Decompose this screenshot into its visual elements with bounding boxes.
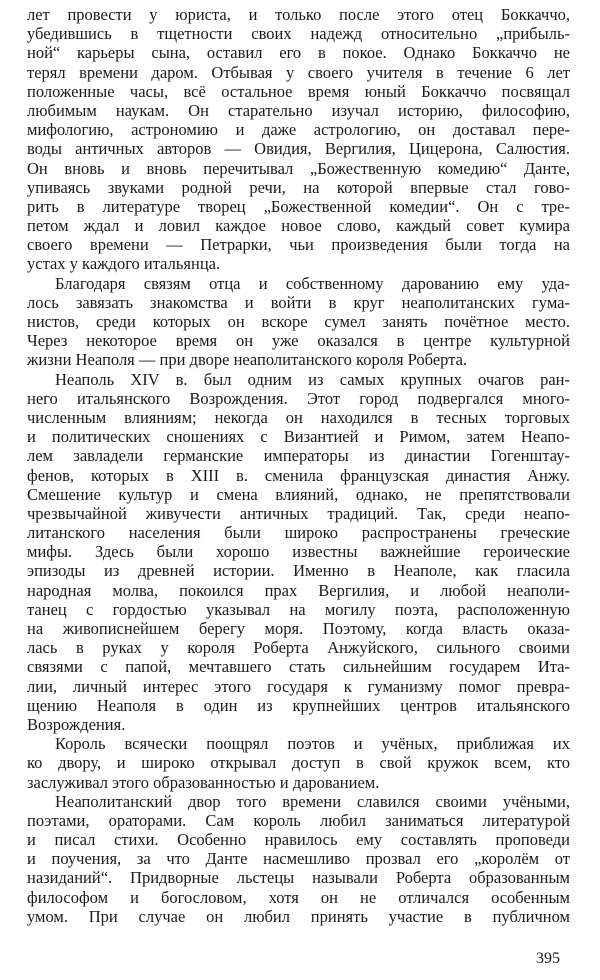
text-line: лось завязать знакомства и войти в круг неаполитанских гума-	[27, 292, 570, 312]
text-line: и писал стихи. Особенно нравилось ему составлять проповеди	[27, 830, 570, 850]
text-line: Король всячески поощрял поэтов и учёных, приближая их	[55, 734, 570, 754]
text-line: чрезвычайной живучести античных традиций. Так, среди неапо-	[27, 503, 570, 523]
text-line: Неаполь XIV в. был одним из самых крупных очагов ран-	[55, 369, 570, 389]
text-line: фенов, которых в XIII в. сменила французская династия Анжу.	[27, 465, 570, 485]
text-line: нистов, среди которых он вскоре сумел занять почётное место.	[27, 312, 570, 331]
text-line: воды античных авторов — Овидия, Вергилия, Цицерона, Салюстия.	[27, 139, 570, 159]
text-line: на живописнейшем берегу моря. Поэтому, когда власть оказа-	[27, 619, 570, 638]
text-line: ко двору, и широко открывал доступ в свой кружок всем, кто	[27, 753, 570, 773]
text-line: лась в руках у короля Роберта Анжуйского, сильного своими	[27, 638, 570, 658]
text-line: любимым наукам. Он старательно изучал историю, философию,	[27, 100, 570, 120]
paragraph	[27, 792, 570, 926]
text-line: умом. При случае он любил принять участие в публичном	[27, 906, 570, 926]
text-line: заслуживал этого образованностью и дарованием.	[27, 772, 380, 792]
text-line: мифы. Здесь были хорошо известны важнейшие героические	[27, 542, 570, 562]
text-line: поэтами, ораторами. Сам король любил заниматься литературой	[27, 810, 570, 830]
text-line: ной“ карьеры сына, оставил его в покое. Однако Боккаччо не	[27, 43, 570, 63]
text-line: щению Неаполя в один из крупнейших центров итальянского	[27, 695, 570, 715]
text-line: петом ждал и ловил каждое новое слово, каждый совет кумира	[27, 216, 570, 236]
text-line: танец с гордостью указывал на могилу поэта, расположенную	[27, 599, 570, 619]
text-line: Неаполитанский двор того времени славился своими учёными,	[55, 791, 570, 811]
text-line: убедившись в тщетности своих надежд относительно „прибыль-	[27, 24, 570, 44]
text-line: философом и богословом, хотя он не отличался особенным	[27, 887, 570, 907]
text-line: численным влияниям; некогда он находился в тесных торговых	[27, 407, 570, 427]
text-line: лем завладели германские императоры из династии Гогенштау-	[27, 446, 570, 466]
paragraph	[27, 5, 570, 274]
text-line: и политических сношениях с Византией и Римом, затем Неапо-	[27, 427, 570, 447]
text-line: своего времени — Петрарки, чьи произведения были тогда на	[27, 235, 570, 255]
text-line: связями с папой, мечтавшего стать сильнейшим государем Ита-	[27, 657, 570, 677]
text-line: упиваясь звуками родной речи, на которой впервые стал гово-	[27, 177, 570, 197]
text-line: Благодаря связям отца и собственному дарованию ему уда-	[55, 273, 570, 293]
text-line: Он вновь и вновь перечитывал „Божественную комедию“ Данте,	[27, 158, 570, 178]
paragraph	[27, 274, 570, 370]
text-line: терял времени даром. Отбывая у своего учителя в течение 6 лет	[27, 62, 570, 82]
text-line: лии, личный интерес этого государя к гуманизму помог превра-	[27, 676, 570, 696]
text-line: народная молва, покоился прах Вергилия, и любой неаполи-	[27, 580, 570, 600]
page-number: 395	[536, 950, 560, 967]
text-line: назиданий“. Придворные льстецы называли Роберта образованным	[27, 868, 570, 888]
text-line: лет провести у юриста, и только после этого отец Боккаччо,	[27, 5, 570, 24]
text-line: него итальянского Возрождения. Этот город подвергался много-	[27, 388, 570, 408]
text-line: Возрождения.	[27, 714, 126, 734]
text-line: жизни Неаполя — при дворе неаполитанского короля Роберта.	[27, 350, 468, 370]
text-line: устах у каждого итальянца.	[27, 254, 221, 274]
text-line: мифологию, астрономию и даже астрологию, он доставал пере-	[27, 120, 570, 140]
paragraph	[27, 370, 570, 735]
text-line: рить в литературе творец „Божественной комедии“. Он с тре-	[27, 196, 570, 216]
text-line: Через некоторое время он уже оказался в центре культурной	[27, 331, 570, 351]
text-line: Смешение культур и смена влияний, однако, не препятствовали	[27, 484, 570, 504]
text-line: литанского населения были широко распространены греческие	[27, 523, 570, 543]
text-line: и поучения, за что Данте насмешливо прозвал его „королём от	[27, 849, 570, 869]
text-line: эпизоды из древней истории. Именно в Неаполе, как гласила	[27, 561, 570, 581]
paragraph	[27, 734, 570, 792]
book-page-text	[27, 5, 570, 926]
text-line: положенные часы, всё остальное время юный Боккаччо посвящал	[27, 81, 570, 101]
